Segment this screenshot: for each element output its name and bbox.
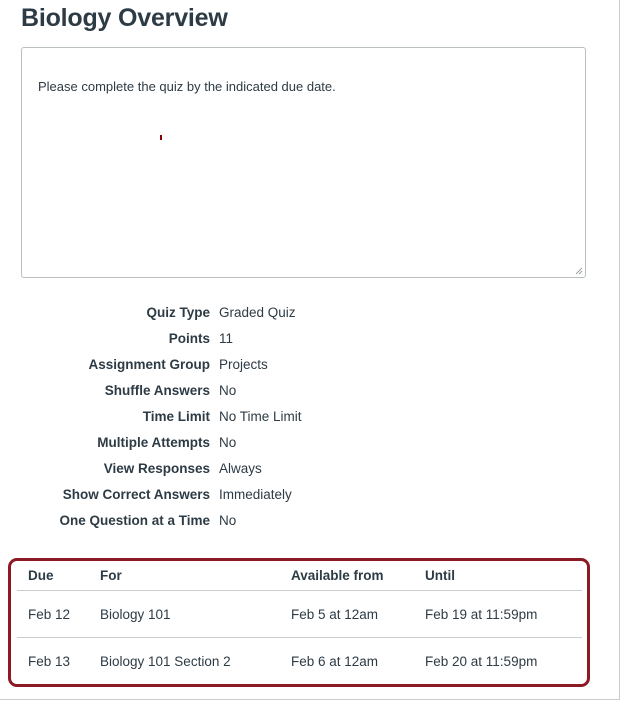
cell-for: Biology 101 [89, 591, 280, 638]
cell-due: Feb 12 [17, 591, 89, 638]
quiz-details [0, 303, 620, 537]
detail-label: View Responses [103, 461, 210, 476]
detail-label: One Question at a Time [59, 513, 210, 528]
detail-row-time-limit [0, 407, 620, 433]
detail-value: No [219, 383, 237, 398]
detail-value: No [219, 513, 237, 528]
column-header-until: Until [414, 561, 582, 591]
detail-row-assignment-group [0, 355, 620, 381]
detail-row-one-question-at-a-time [0, 511, 620, 537]
description-text: Please complete the quiz by the indicated due date. [38, 79, 336, 94]
cell-available-from: Feb 5 at 12am [280, 591, 414, 638]
detail-label: Shuffle Answers [104, 383, 210, 398]
cell-until: Feb 20 at 11:59pm [425, 653, 538, 669]
page-title: Biology Overview [21, 4, 228, 32]
detail-row-shuffle-answers [0, 381, 620, 407]
resize-grip-icon[interactable] [575, 267, 583, 275]
detail-label: Points [168, 331, 210, 346]
detail-label: Time Limit [142, 409, 210, 424]
cell-available-from: Feb 6 at 12am [291, 653, 379, 669]
detail-row-quiz-type [0, 303, 620, 329]
detail-row-view-responses [0, 459, 620, 485]
detail-row-points [0, 329, 620, 355]
table-row [17, 591, 582, 638]
detail-value: Immediately [219, 487, 292, 502]
column-header-for: For [89, 561, 280, 591]
column-header-available-from: Available from [280, 561, 414, 591]
detail-value: Always [219, 461, 262, 476]
detail-value: No Time Limit [219, 409, 302, 424]
detail-row-multiple-attempts [0, 433, 620, 459]
table-row [17, 638, 582, 685]
detail-label: Quiz Type [146, 305, 210, 320]
cell-for: Biology 101 Section 2 [100, 653, 231, 669]
due-dates-table [17, 561, 582, 684]
column-header-due: Due [17, 561, 89, 591]
description-textarea[interactable] [21, 47, 586, 278]
detail-row-show-correct-answers [0, 485, 620, 511]
detail-value: Projects [219, 357, 268, 372]
cell-due: Feb 13 [28, 653, 71, 669]
due-dates-highlight [8, 558, 590, 687]
detail-label: Multiple Attempts [97, 435, 210, 450]
detail-label: Show Correct Answers [62, 487, 210, 502]
text-cursor [160, 135, 162, 140]
table-header-row [17, 561, 582, 591]
cell-until: Feb 19 at 11:59pm [414, 591, 582, 638]
detail-value: Graded Quiz [219, 305, 296, 320]
detail-label: Assignment Group [88, 357, 210, 372]
detail-value: 11 [219, 331, 234, 346]
detail-value: No [219, 435, 237, 450]
